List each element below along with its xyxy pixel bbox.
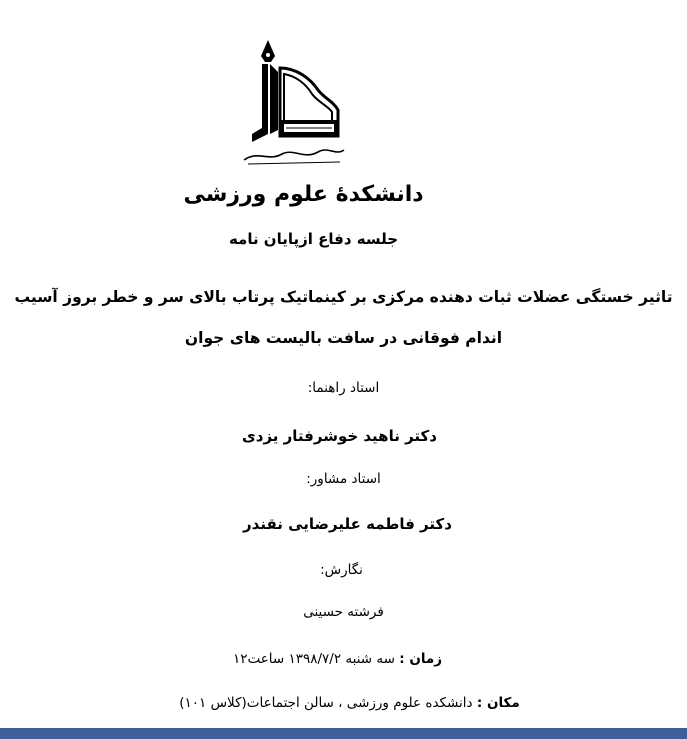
consultant-label: استاد مشاور: [306,471,381,487]
time-label: زمان : [399,651,443,667]
time-value: سه شنبه ۱۳۹۸/۷/۲ ساعت۱۲ [232,651,400,667]
session-title: جلسه دفاع ازپایان نامه [228,230,399,248]
place-label: مکان : [476,695,520,711]
place-value: دانشکده علوم ورزشی ، سالن اجتماعات(کلاس ۱۰۱) [179,695,477,711]
defense-place [6,695,687,711]
writer-label: نگارش: [320,562,363,578]
advisor-name: دکتر ناهید خوشرفتار یزدی [242,427,437,445]
thesis-title-line-1: تاثیر خستگی عضلات ثبات دهنده مرکزی بر کینماتیک پرتاب بالای سر و خطر بروز آسیب [14,288,673,306]
consultant-name: دکتر فاطمه علیرضایی نقندر [243,515,452,533]
thesis-title-line-2: اندام فوقانی در سافت بالیست های جوان [184,329,503,347]
writer-name: فرشته حسینی [303,604,384,620]
advisor-label: استاد راهنما: [307,380,380,396]
faculty-title: دانشکدهٔ علوم ورزشی [183,182,424,207]
university-pen-logo-icon [238,38,350,170]
footer-bar [0,728,687,739]
defense-time [0,651,681,667]
